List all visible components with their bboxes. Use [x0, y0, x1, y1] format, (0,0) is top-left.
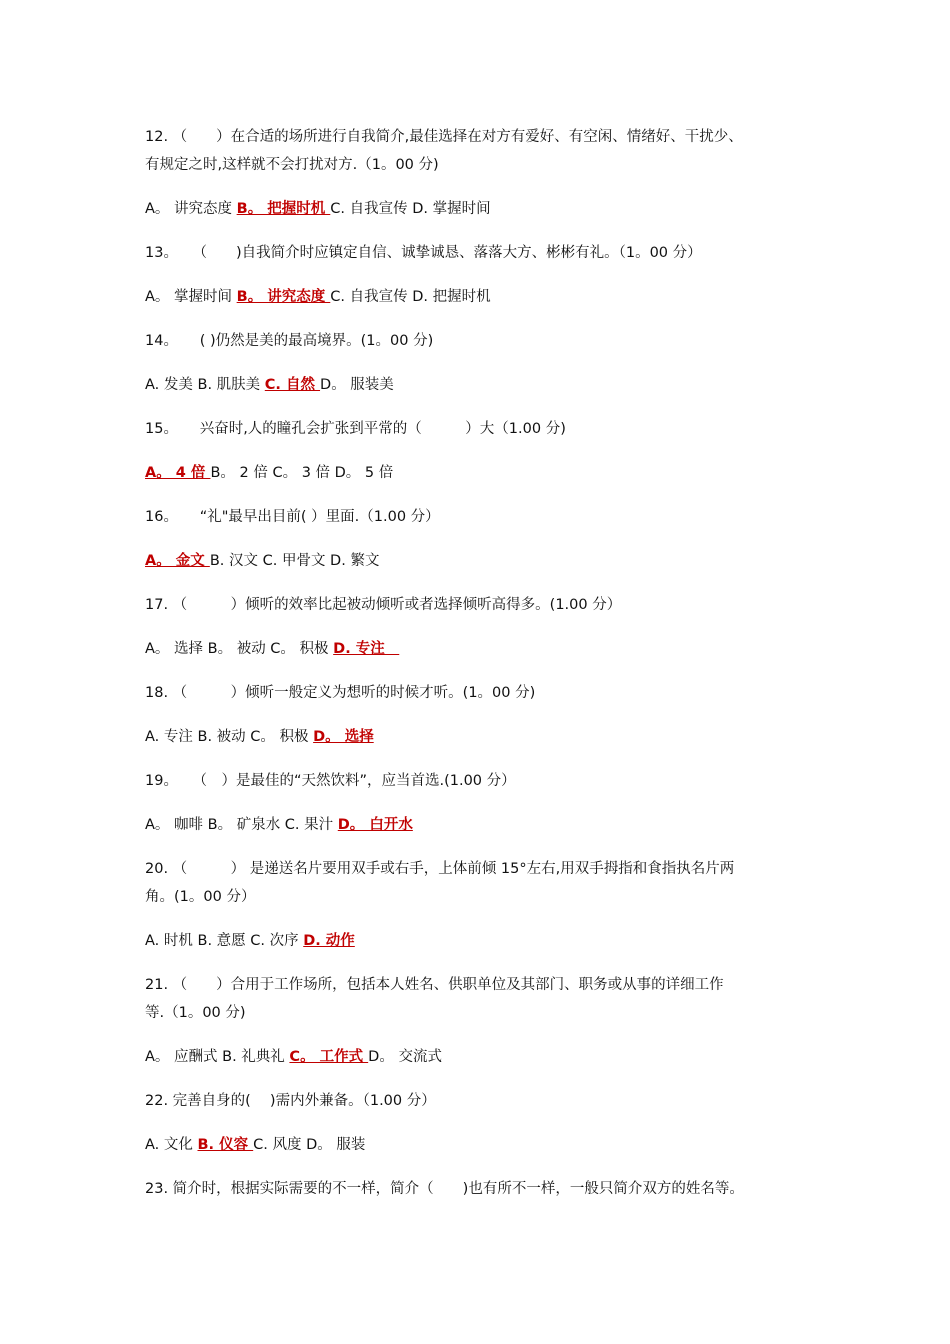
question-20-options: A. 时机 B. 意愿 C. 次序 D. 动作 — [145, 933, 355, 949]
correct-answer: A。 4 倍 — [145, 465, 211, 481]
question-22-options: A. 文化 B. 仪容 C. 风度 D。 服装 — [145, 1137, 366, 1153]
question-20-text-line-1: 20. （ ） 是递送名片要用双手或右手，上体前倾 15°左右,用双手拇指和食指执名片两 — [145, 861, 735, 877]
question-23-text: 23. 简介时，根据实际需要的不一样，简介（ )也有所不一样，一般只简介双方的姓名等。 — [145, 1181, 744, 1197]
correct-answer: B。 把握时机 — [236, 201, 331, 217]
question-19-text: 19。 （ ）是最佳的“天然饮料”，应当首选.(1.00 分） — [145, 773, 516, 789]
question-16-options: A。 金文 B. 汉文 C. 甲骨文 D. 繁文 — [145, 553, 380, 569]
correct-answer: D。 白开水 — [337, 817, 413, 833]
question-12-text-line-1: 12. （ ）在合适的场所进行自我简介,最佳选择在对方有爱好、有空闲、情绪好、干扰少、 — [145, 129, 743, 145]
question-21-text-line-1: 21. （ ）合用于工作场所，包括本人姓名、供职单位及其部门、职务或从事的详细工作 — [145, 977, 724, 993]
correct-answer: B。 讲究态度 — [236, 289, 331, 305]
question-18-text: 18. （ ）倾听一般定义为想听的时候才听。(1。00 分) — [145, 685, 536, 701]
question-14-options: A. 发美 B. 肌肤美 C. 自然 D。 服装美 — [145, 377, 394, 393]
question-22-text: 22. 完善自身的( )需内外兼备。（1.00 分） — [145, 1093, 436, 1109]
question-13-text: 13。 （ )自我简介时应镇定自信、诚挚诚恳、落落大方、彬彬有礼。（1。00 分） — [145, 245, 702, 261]
question-17-text: 17. （ ）倾听的效率比起被动倾听或者选择倾听高得多。(1.00 分） — [145, 597, 622, 613]
question-13-options: A。 掌握时间 B。 讲究态度 C. 自我宣传 D. 把握时机 — [145, 289, 491, 305]
question-21-options: A。 应酬式 B. 礼典礼 C。 工作式 D。 交流式 — [145, 1049, 442, 1065]
question-20-text-line-2: 角。(1。00 分） — [145, 889, 256, 905]
question-15-text: 15。 兴奋时,人的瞳孔会扩张到平常的（ ）大（1.00 分) — [145, 421, 566, 437]
question-19-options: A。 咖啡 B。 矿泉水 C. 果汁 D。 白开水 — [145, 817, 413, 833]
correct-answer: D. 专注 — [333, 641, 400, 657]
correct-answer: C. 自然 — [264, 377, 321, 393]
question-15-options: A。 4 倍 B。 2 倍 C。 3 倍 D。 5 倍 — [145, 465, 394, 481]
question-21-text-line-2: 等.（1。00 分) — [145, 1005, 246, 1021]
correct-answer: C。 工作式 — [289, 1049, 369, 1065]
question-12-text-line-2: 有规定之时,这样就不会打扰对方.（1。00 分) — [145, 157, 439, 173]
question-17-options: A。 选择 B。 被动 C。 积极 D. 专注 — [145, 641, 400, 657]
correct-answer: D。 选择 — [313, 729, 374, 745]
question-18-options: A. 专注 B. 被动 C。 积极 D。 选择 — [145, 729, 374, 745]
question-12-options: A。 讲究态度 B。 把握时机 C. 自我宣传 D. 掌握时间 — [145, 201, 491, 217]
correct-answer: B. 仪容 — [197, 1137, 254, 1153]
question-16-text: 16。 “礼"最早出目前( ）里面.（1.00 分） — [145, 509, 440, 525]
question-14-text: 14。 ( )仍然是美的最高境界。(1。00 分) — [145, 333, 434, 349]
correct-answer: A。 金文 — [145, 553, 210, 569]
correct-answer: D. 动作 — [303, 933, 355, 949]
